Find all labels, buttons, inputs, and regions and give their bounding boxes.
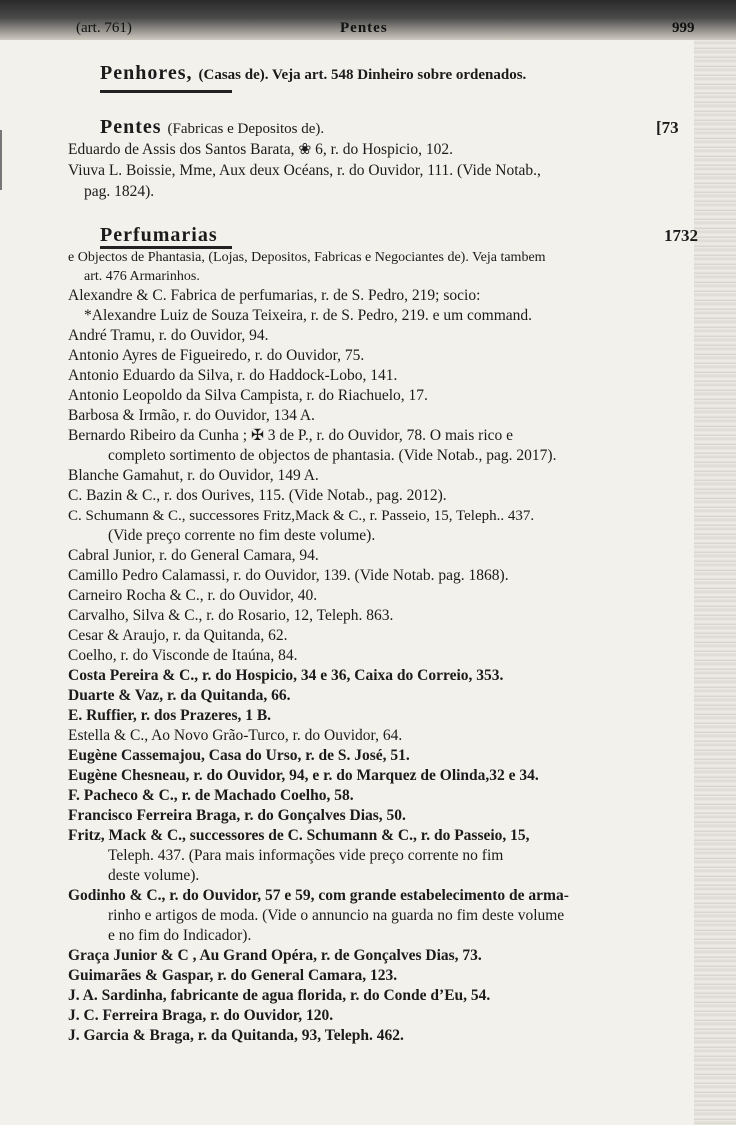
list-item: pag. 1824). <box>84 183 155 200</box>
section-intro: art. 476 Armarinhos. <box>84 269 200 284</box>
list-item: Viuva L. Boissie, Mme, Aux deux Océans, r. do Ouvidor, 111. (Vide Notab., <box>68 162 541 179</box>
running-head-page: 999 <box>672 20 695 36</box>
list-item: J. A. Sardinha, fabricante de agua florida, r. do Conde d’Eu, 54. <box>68 987 491 1004</box>
list-item: Costa Pereira & C., r. do Hospicio, 34 e 36, Caixa do Correio, 353. <box>68 667 504 684</box>
list-item: Eugène Chesneau, r. do Ouvidor, 94, e r. do Marquez de Olinda,32 e 34. <box>68 767 539 784</box>
section-intro: e Objectos de Phantasia, (Lojas, Depositos, Fabricas e Negociantes de). Veja tambem <box>68 250 546 265</box>
list-item: Carvalho, Silva & C., r. do Rosario, 12, Teleph. 863. <box>68 607 394 624</box>
list-item: Blanche Gamahut, r. do Ouvidor, 149 A. <box>68 467 319 484</box>
list-item: J. C. Ferreira Braga, r. do Ouvidor, 120. <box>68 1007 334 1024</box>
list-item: e no fim do Indicador). <box>108 927 252 944</box>
list-item: Antonio Ayres de Figueiredo, r. do Ouvidor, 75. <box>68 347 365 364</box>
list-item: Guimarães & Gaspar, r. do General Camara, 123. <box>68 967 398 984</box>
list-item: Bernardo Ribeiro da Cunha ; ✠ 3 de P., r. do Ouvidor, 78. O mais rico e <box>68 427 514 444</box>
list-item: J. Garcia & Braga, r. da Quitanda, 93, Teleph. 462. <box>68 1027 404 1044</box>
running-head-article: (art. 761) <box>76 20 132 36</box>
list-item: André Tramu, r. do Ouvidor, 94. <box>68 327 269 344</box>
list-item: Duarte & Vaz, r. da Quitanda, 66. <box>68 687 291 704</box>
list-item: deste volume). <box>108 867 200 884</box>
list-item: Eugène Cassemajou, Casa do Urso, r. de S. José, 51. <box>68 747 410 764</box>
running-head-title: Pentes <box>340 20 388 36</box>
list-item: Eduardo de Assis dos Santos Barata, ❀ 6, r. do Hospicio, 102. <box>68 141 453 158</box>
section-marker: [73 <box>656 118 679 137</box>
section-title: Perfumarias <box>100 224 218 246</box>
list-item: *Alexandre Luiz de Souza Teixeira, r. de S. Pedro, 219. e um command. <box>84 307 533 324</box>
section-rule <box>100 90 232 93</box>
section-note: (Fabricas e Depositos de). <box>167 121 325 137</box>
list-item: Carneiro Rocha & C., r. do Ouvidor, 40. <box>68 587 318 604</box>
list-item: Estella & C., Ao Novo Grão-Turco, r. do Ouvidor, 64. <box>68 727 403 744</box>
list-item: Godinho & C., r. do Ouvidor, 57 e 59, com grande estabelecimento de arma- <box>68 887 569 904</box>
list-item: (Vide preço corrente no fim deste volume). <box>108 527 376 544</box>
list-item: completo sortimento de objectos de phantasia. (Vide Notab., pag. 2017). <box>108 447 557 464</box>
section-penhores <box>100 62 526 85</box>
list-item: Barbosa & Irmão, r. do Ouvidor, 134 A. <box>68 407 315 424</box>
list-item: Antonio Leopoldo da Silva Campista, r. do Riachuelo, 17. <box>68 387 428 404</box>
list-item: C. Bazin & C., r. dos Ourives, 115. (Vide Notab., pag. 2012). <box>68 487 447 504</box>
list-item: Cesar & Araujo, r. da Quitanda, 62. <box>68 627 288 644</box>
list-item: Graça Junior & C , Au Grand Opéra, r. de Gonçalves Dias, 73. <box>68 947 482 964</box>
binding-edge <box>0 130 16 190</box>
section-note: (Casas de). Veja art. 548 Dinheiro sobre ordenados. <box>198 67 527 83</box>
list-item: C. Schumann & C., successores Fritz,Mack & C., r. Passeio, 15, Teleph.. 437. <box>68 508 535 524</box>
section-perfumarias <box>100 224 218 247</box>
section-title: Pentes <box>100 116 162 138</box>
list-item: E. Ruffier, r. dos Prazeres, 1 B. <box>68 707 272 724</box>
section-title: Penhores, <box>100 62 193 84</box>
list-item: Francisco Ferreira Braga, r. do Gonçalves Dias, 50. <box>68 807 406 824</box>
list-item: Alexandre & C. Fabrica de perfumarias, r. de S. Pedro, 219; socio: <box>68 287 481 304</box>
list-item: F. Pacheco & C., r. de Machado Coelho, 58. <box>68 787 354 804</box>
list-item: Coelho, r. do Visconde de Itaúna, 84. <box>68 647 298 664</box>
list-item: Teleph. 437. (Para mais informações vide preço corrente no fim <box>108 847 504 864</box>
scan-right-edge <box>694 40 736 1125</box>
section-marker: 1732 <box>664 226 698 245</box>
list-item: Antonio Eduardo da Silva, r. do Haddock-Lobo, 141. <box>68 367 398 384</box>
list-item: rinho e artigos de moda. (Vide o annuncio na guarda no fim deste volume <box>108 907 565 924</box>
section-pentes <box>100 116 324 139</box>
list-item: Cabral Junior, r. do General Camara, 94. <box>68 547 319 564</box>
list-item: Fritz, Mack & C., successores de C. Schumann & C., r. do Passeio, 15, <box>68 827 530 844</box>
list-item: Camillo Pedro Calamassi, r. do Ouvidor, 139. (Vide Notab. pag. 1868). <box>68 567 509 584</box>
